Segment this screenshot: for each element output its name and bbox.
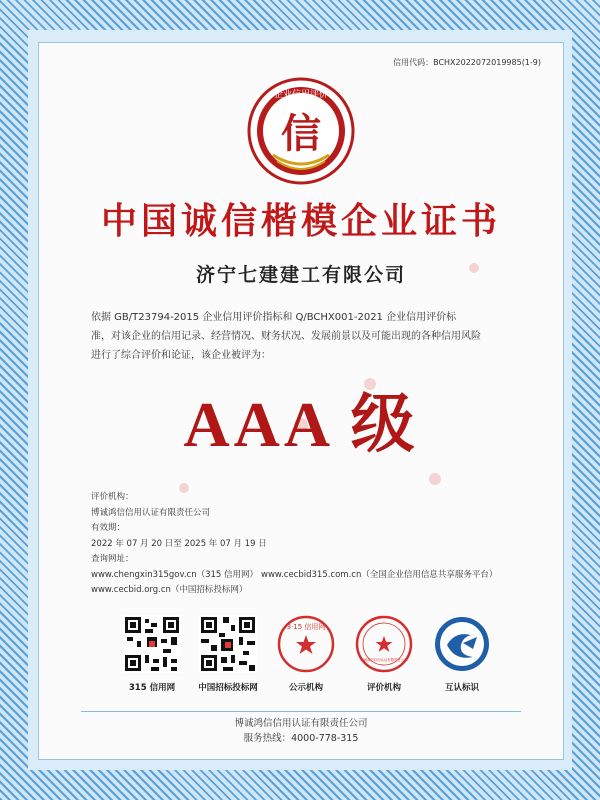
logo-caption: 评价机构 [366,683,401,693]
emblem-text: 企业信用评价 [273,90,329,100]
watermark-dot [429,473,441,485]
credit-grade: AAA 级 [183,389,419,460]
credit-code: 信用代码：BCHX2022072019985(1-9) [393,58,541,67]
site-cecbid315-link[interactable]: www.cecbid315.com.cn（全国企业信用信息共享服务平台） [261,569,498,580]
certificate-body [91,308,531,365]
logo-caption: 互认标识 [444,683,479,693]
mutual-recognition-icon [433,615,491,673]
footer [39,711,563,746]
logo-315-qr [117,615,187,693]
footer-company: 博诚鸿信信用认证有限责任公司 [234,718,368,729]
footer-divider [81,711,521,712]
evaluator-label: 评价机构： [91,492,134,502]
body-line: 准，对该企业的信用记录、经营情况、财务状况、发展前景以及可能出现的各种信用风险 [91,331,481,342]
body-line: 进行了综合评价和论证，该企业被评为： [91,350,271,361]
logo-cecbid-qr [193,615,263,693]
evaluator-value: 博诚鸿信信用认证有限责任公司 [91,507,211,518]
qr-code-icon [199,615,257,673]
seal-text: 3·15 信用网 [286,623,326,631]
query-label: 查询网址： [91,554,134,564]
seal-icon [277,615,335,673]
evaluation-info [91,490,531,599]
validity-value: 2022 年 07 月 20 日至 2025 年 07 月 19 日 [91,538,267,549]
validity-label: 有效期： [91,523,126,533]
seal-text: 博诚鸿信信用认证有限责任公司 [360,658,408,662]
emblem-char: 信 [281,110,321,157]
logo-caption: 315 信用网 [128,683,176,693]
company-name: 济宁七建建工有限公司 [195,264,406,286]
certificate-title: 中国诚信楷模企业证书 [100,200,501,242]
query-sites-row [91,568,531,584]
body-line: 依据 GB/T23794-2015 企业信用评价指标和 Q/BCHX001-2021 企业信用评价标 [91,312,457,323]
logo-public-seal [271,615,341,693]
seal-icon [355,615,413,673]
credit-evaluation-emblem [247,77,355,185]
site-315-link[interactable]: www.chengxin315gov.cn（315 信用网） [91,569,259,580]
logo-row [117,615,497,705]
footer-hotline: 服务热线：4000-778-315 [243,733,359,744]
logo-mutual-recognition [427,615,497,693]
qr-code-icon [123,615,181,673]
certificate-paper [38,42,564,760]
logo-caption: 中国招标投标网 [198,683,258,693]
logo-caption: 公示机构 [288,683,323,693]
logo-evaluation-seal [349,615,419,693]
site-cecbid-link[interactable]: www.cecbid.org.cn（中国招标投标网） [91,585,248,595]
